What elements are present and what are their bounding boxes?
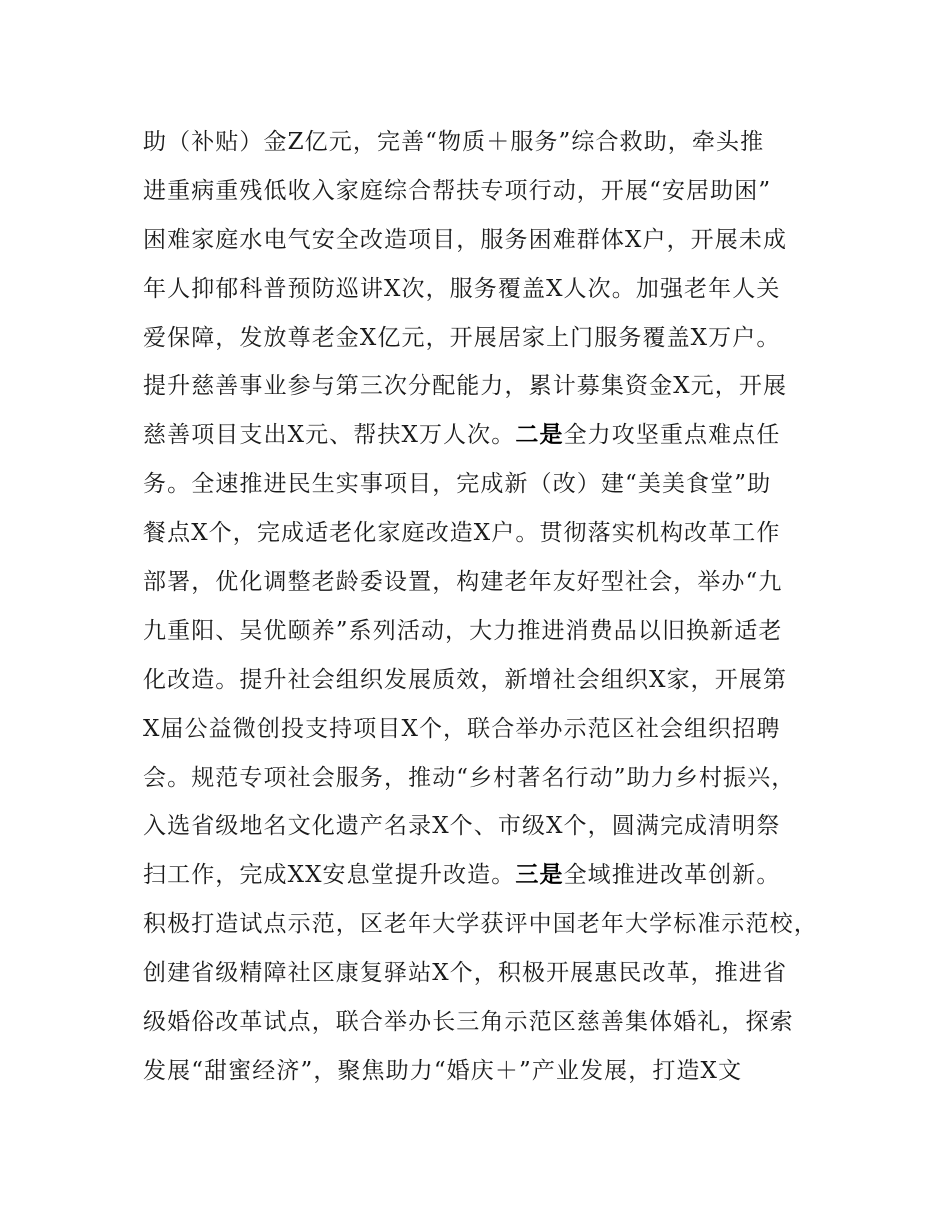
text-line (143, 265, 843, 314)
text-segment: 九重阳、吴优颐养”系列活动，大力推进消费品以旧换新适老 (143, 617, 783, 644)
text-line (143, 167, 843, 216)
text-line (143, 949, 843, 998)
text-segment: 慈善项目支出X元、帮扶X万人次。 (143, 422, 516, 449)
text-line (143, 118, 843, 167)
text-line (143, 1047, 843, 1096)
text-segment: 部署，优化调整老龄委设置，构建老年友好型社会，举办“九 (143, 569, 783, 596)
text-segment: 助（补贴）金Z亿元，完善“物质＋服务”综合救助，牵头推 (143, 129, 765, 155)
text-line (143, 411, 843, 460)
bold-ordinal-label: 二是 (515, 422, 564, 449)
bold-ordinal-label: 三是 (515, 862, 564, 889)
text-segment: 全域推进改革创新。 (563, 862, 781, 889)
text-segment: 扫工作，完成XX安息堂提升改造。 (143, 862, 516, 889)
text-line (143, 851, 843, 900)
text-segment: 餐点X个，完成适老化家庭改造X户。贯彻落实机构改革工作 (143, 520, 781, 547)
text-line (143, 802, 843, 851)
text-segment: 提升慈善事业参与第三次分配能力，累计募集资金X元，开展 (143, 373, 788, 400)
text-segment: 创建省级精障社区康复驿站X个，积极开展惠民改革，推进省 (143, 960, 788, 987)
text-segment: 发展“甜蜜经济”，聚焦助力“婚庆＋”产业发展，打造X文 (143, 1057, 743, 1084)
text-segment: 困难家庭水电气安全改造项目，服务困难群体X户，开展未成 (143, 226, 788, 253)
text-line (143, 362, 843, 411)
text-segment: 化改造。提升社会组织发展质效，新增社会组织X家，开展第 (143, 666, 788, 693)
text-line (143, 558, 843, 607)
text-segment: 全力攻坚重点难点任 (563, 422, 781, 449)
text-line (143, 900, 843, 949)
text-segment: 入选省级地名文化遗产名录X个、市级X个，圆满完成清明祭 (143, 813, 781, 840)
text-line (143, 754, 843, 803)
text-segment: 积极打造试点示范，区老年大学获评中国老年大学标准示范校， (143, 911, 818, 938)
text-segment: X届公益微创投支持项目X个，联合举办示范区社会组织招聘 (143, 715, 781, 742)
text-line (143, 998, 843, 1047)
text-segment: 年人抑郁科普预防巡讲X次，服务覆盖X人次。加强老年人关 (143, 275, 781, 302)
text-segment: 爱保障，发放尊老金X亿元，开展居家上门服务覆盖X万户。 (143, 324, 781, 351)
text-line (143, 607, 843, 656)
text-segment: 级婚俗改革试点，联合举办长三角示范区慈善集体婚礼，探索 (143, 1009, 794, 1036)
text-segment: 进重病重残低收入家庭综合帮扶专项行动，开展“安居助困” (143, 177, 772, 204)
text-segment: 会。规范专项社会服务，推动“乡村著名行动”助力乡村振兴， (143, 764, 796, 791)
text-line (143, 509, 843, 558)
body-text (143, 118, 843, 1096)
text-segment: 务。全速推进民生实事项目，完成新（改）建“美美食堂”助 (143, 471, 772, 498)
text-line (143, 460, 843, 509)
text-line (143, 216, 843, 265)
text-line (143, 705, 843, 754)
text-line (143, 656, 843, 705)
text-line (143, 314, 843, 363)
